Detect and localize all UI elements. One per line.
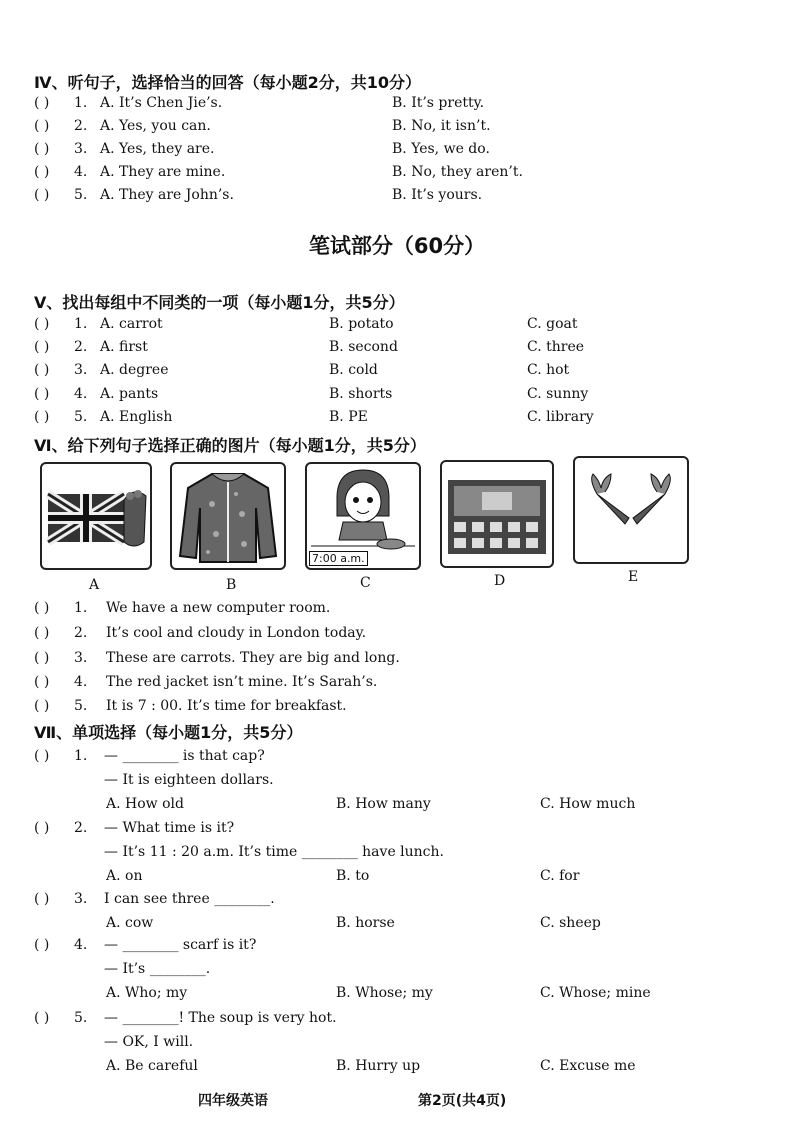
question-row — [34, 650, 774, 672]
option-c: C. Excuse me — [540, 1058, 636, 1074]
question-number: 4. — [74, 386, 88, 402]
answer-blank: ( ) — [34, 316, 50, 332]
question-row — [34, 316, 774, 338]
question-number: 5. — [74, 409, 88, 425]
option-a: A. Be careful — [106, 1058, 198, 1074]
answer-blank: ( ) — [34, 339, 50, 355]
option-a: A. They are mine. — [100, 164, 226, 180]
option-a: A. Yes, they are. — [100, 141, 215, 157]
option-c: C. goat — [527, 316, 578, 332]
option-b: B. No, they aren’t. — [392, 164, 523, 180]
options-row — [34, 985, 774, 1007]
answer-blank: ( ) — [34, 650, 50, 666]
question-row — [34, 187, 774, 209]
jacket-icon — [172, 464, 284, 568]
options-row — [34, 1058, 774, 1080]
question-row — [34, 118, 774, 140]
question-line-1: — What time is it? — [104, 820, 235, 836]
picture-c-label: C — [360, 575, 371, 591]
option-b: B. Hurry up — [336, 1058, 421, 1074]
question-row — [34, 748, 774, 770]
picture-a-label: A — [89, 577, 100, 593]
question-number: 1. — [74, 95, 88, 111]
option-b: B. to — [336, 868, 370, 884]
question-text: We have a new computer room. — [106, 600, 331, 616]
question-row — [34, 820, 774, 842]
option-c: C. hot — [527, 362, 570, 378]
option-c: C. sheep — [540, 915, 601, 931]
option-a: A. degree — [100, 362, 169, 378]
option-a: A. Yes, you can. — [100, 118, 211, 134]
picture-a — [40, 462, 152, 570]
question-text: It’s cool and cloudy in London today. — [106, 625, 367, 641]
picture-d-label: D — [494, 573, 506, 589]
option-b: B. No, it isn’t. — [392, 118, 491, 134]
question-line-2: — OK, I will. — [104, 1034, 194, 1050]
answer-blank: ( ) — [34, 362, 50, 378]
option-b: B. It’s pretty. — [392, 95, 485, 111]
picture-e — [573, 456, 689, 564]
option-a: A. carrot — [100, 316, 163, 332]
question-row — [34, 674, 774, 696]
question-number: 2. — [74, 339, 88, 355]
option-c: C. library — [527, 409, 594, 425]
picture-c — [305, 462, 421, 570]
question-line-1: — ________! The soup is very hot. — [104, 1010, 337, 1026]
picture-b-label: B — [226, 577, 237, 593]
option-c: C. How much — [540, 796, 636, 812]
answer-blank: ( ) — [34, 141, 50, 157]
question-row — [34, 698, 774, 720]
answer-blank: ( ) — [34, 748, 50, 764]
question-number: 4. — [74, 937, 88, 953]
question-number: 2. — [74, 820, 88, 836]
clock-time-label: 7:00 a.m. — [309, 551, 368, 566]
answer-blank: ( ) — [34, 891, 50, 907]
question-number: 3. — [74, 650, 88, 666]
question-number: 1. — [74, 316, 88, 332]
question-line-2-row — [34, 961, 774, 983]
option-b: B. horse — [336, 915, 395, 931]
question-number: 5. — [74, 187, 88, 203]
question-number: 5. — [74, 698, 88, 714]
section-5-title: Ⅴ、找出每组中不同类的一项（每小题1分，共5分） — [34, 293, 405, 312]
question-line-1: — ________ scarf is it? — [104, 937, 257, 953]
option-b: B. It’s yours. — [392, 187, 483, 203]
options-row — [34, 868, 774, 890]
option-c: C. Whose; mine — [540, 985, 651, 1001]
option-b: B. potato — [329, 316, 394, 332]
question-row — [34, 164, 774, 186]
answer-blank: ( ) — [34, 674, 50, 690]
question-line-1: I can see three ________. — [104, 891, 275, 907]
question-text: The red jacket isn’t mine. It’s Sarah’s. — [106, 674, 378, 690]
question-text: It is 7 : 00. It’s time for breakfast. — [106, 698, 347, 714]
question-line-2-row — [34, 772, 774, 794]
option-b: B. Yes, we do. — [392, 141, 490, 157]
written-part-title: 笔试部分（60分） — [308, 234, 486, 258]
picture-d — [440, 460, 554, 568]
answer-blank: ( ) — [34, 820, 50, 836]
footer-grade: 四年级英语 — [198, 1093, 268, 1109]
question-row — [34, 600, 774, 622]
question-number: 3. — [74, 141, 88, 157]
option-b: B. second — [329, 339, 398, 355]
option-a: A. first — [100, 339, 148, 355]
answer-blank: ( ) — [34, 118, 50, 134]
computer-room-icon — [442, 462, 552, 566]
question-number: 4. — [74, 674, 88, 690]
question-line-2-row — [34, 1034, 774, 1056]
section-6-title: Ⅵ、给下列句子选择正确的图片（每小题1分，共5分） — [34, 436, 426, 455]
answer-blank: ( ) — [34, 600, 50, 616]
question-row — [34, 891, 774, 913]
option-b: B. Whose; my — [336, 985, 433, 1001]
answer-blank: ( ) — [34, 698, 50, 714]
options-row — [34, 796, 774, 818]
question-line-2-row — [34, 844, 774, 866]
question-number: 2. — [74, 625, 88, 641]
question-number: 5. — [74, 1010, 88, 1026]
answer-blank: ( ) — [34, 625, 50, 641]
question-row — [34, 362, 774, 384]
question-row — [34, 95, 774, 117]
question-number: 1. — [74, 600, 88, 616]
option-a: A. Who; my — [106, 985, 188, 1001]
question-line-2: — It’s ________. — [104, 961, 211, 977]
section-7-title: Ⅶ、单项选择（每小题1分，共5分） — [34, 723, 303, 742]
question-row — [34, 937, 774, 959]
answer-blank: ( ) — [34, 386, 50, 402]
option-a: A. pants — [100, 386, 159, 402]
question-row — [34, 339, 774, 361]
question-row — [34, 625, 774, 647]
question-row — [34, 1010, 774, 1032]
question-row — [34, 409, 774, 431]
option-a: A. It’s Chen Jie’s. — [100, 95, 223, 111]
option-c: C. three — [527, 339, 585, 355]
option-a: A. They are John’s. — [100, 187, 234, 203]
answer-blank: ( ) — [34, 164, 50, 180]
carrots-icon — [575, 458, 687, 562]
option-a: A. cow — [106, 915, 154, 931]
question-line-2: — It’s 11 : 20 a.m. It’s time ________ have lunch. — [104, 844, 444, 860]
option-a: A. How old — [106, 796, 184, 812]
section-4-title: Ⅳ、听句子，选择恰当的回答（每小题2分，共10分） — [34, 73, 421, 92]
option-b: B. PE — [329, 409, 368, 425]
question-number: 4. — [74, 164, 88, 180]
picture-b — [170, 462, 286, 570]
question-text: These are carrots. They are big and long. — [106, 650, 400, 666]
answer-blank: ( ) — [34, 187, 50, 203]
answer-blank: ( ) — [34, 937, 50, 953]
question-number: 3. — [74, 362, 88, 378]
answer-blank: ( ) — [34, 1010, 50, 1026]
answer-blank: ( ) — [34, 95, 50, 111]
option-b: B. How many — [336, 796, 431, 812]
picture-e-label: E — [628, 569, 639, 585]
option-b: B. cold — [329, 362, 378, 378]
option-a: A. English — [100, 409, 173, 425]
option-b: B. shorts — [329, 386, 393, 402]
option-a: A. on — [106, 868, 143, 884]
answer-blank: ( ) — [34, 409, 50, 425]
options-row — [34, 915, 774, 937]
question-row — [34, 141, 774, 163]
question-row — [34, 386, 774, 408]
footer-page: 第2页(共4页) — [418, 1093, 507, 1109]
question-line-2: — It is eighteen dollars. — [104, 772, 274, 788]
question-number: 2. — [74, 118, 88, 134]
question-line-1: — ________ is that cap? — [104, 748, 265, 764]
option-c: C. sunny — [527, 386, 589, 402]
question-number: 3. — [74, 891, 88, 907]
uk-flag-umbrella-icon — [42, 464, 150, 568]
option-c: C. for — [540, 868, 580, 884]
question-number: 1. — [74, 748, 88, 764]
